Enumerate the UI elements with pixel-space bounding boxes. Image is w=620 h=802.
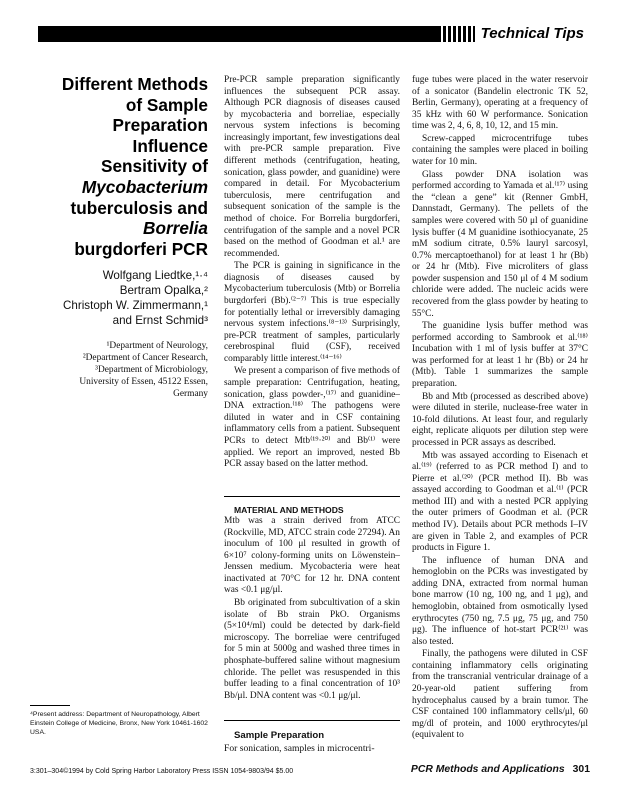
subsection-rule xyxy=(224,720,400,721)
title-line: Preparation xyxy=(112,115,208,136)
footnote: ⁴Present address: Department of Neuropathology, Albert Einstein College of Medicine, Bronx, New York 10461-1602 USA. xyxy=(30,711,208,736)
affiliations xyxy=(30,340,208,400)
paragraph: Finally, the pathogens were diluted in CSF containing inflammatory cells originating from the transcranial ventricular drainage of a 20-year-old patient suffering from hydrocephalus caused by a brain tumor. The CSF contained 100 inflammatory cells/μl, 60 mg/dl of protein, and 1000 erythrocytes/μl (equivalent to xyxy=(412,649,588,741)
title-line: burgdorferi PCR xyxy=(74,238,208,259)
line: ³Department of Microbiology, xyxy=(95,365,208,375)
footnote-rule xyxy=(30,705,70,706)
line: ²Department of Cancer Research, xyxy=(82,353,208,363)
page-number: 301 xyxy=(572,764,590,775)
sample-prep-text: For sonication, samples in microcentri- xyxy=(224,743,375,754)
title-line: Mycobacterium xyxy=(81,176,208,197)
title-line: tuberculosis and xyxy=(70,197,208,218)
paragraph: Pre-PCR sample preparation significantly influences the subsequent PCR assay. Although PCR diagnosis of diseases caused by mycobacteria and borreliae, especially nervous system infections is becoming increasingly important, few investigations deal with pre-PCR sample preparation. Five different methods (centrifugation, heating, sonication, glass powder, and guanidine) were compared in detail. For Mycobacterium tuberculosis, mere centrifugation and subsequent sonication of the sample is the method of choice. For Borrelia burgdorferi, centrifugation of the sample and a novel PCR based on the method of Goodman et al.¹ are recommended. xyxy=(224,75,400,259)
title-line: Influence xyxy=(132,135,208,156)
sample-prep-section xyxy=(224,730,400,755)
paragraph: Mtb was assayed according to Eisenach et al.⁽¹⁹⁾ (referred to as PCR method I) and to Pierre et al.⁽²⁰⁾ (PCR method II). Bb was assayed according to Goodman et al.⁽¹⁾ (PCR method III) and with a nested PCR applying the outer primers of Goodman et al. (PCR method IV). Details about PCR methods I–IV are given in Table 2, and examples of PCR products in Figure 1. xyxy=(412,450,588,554)
line: and Ernst Schmid³ xyxy=(112,314,208,327)
line: Germany xyxy=(173,389,208,399)
title-line: Different Methods xyxy=(61,74,208,94)
materials-heading: MATERIAL AND METHODS xyxy=(234,505,344,515)
title-line: Borrelia xyxy=(143,218,208,239)
line: Christoph W. Zimmermann,¹ xyxy=(63,299,208,312)
title-line: of Sample xyxy=(125,94,208,115)
paragraph: Mtb was a strain derived from ATCC (Rockville, MD, ATCC strain code 27294). An inoculum of 100 μl resulted in growth of 6×10⁷ colony-forming units on Löwenstein–Jenssen medium. Mycobacteria were heat inactivated at 70°C for 12 hr. DNA content was <0.1 μg/μl. xyxy=(224,516,400,596)
line: University of Essen, 45122 Essen, xyxy=(79,377,208,387)
materials-section xyxy=(224,505,400,702)
paragraph: The PCR is gaining in significance in the diagnosis of diseases caused by Mycobacterium tuberculosis (Mtb) or Borrelia burgdorferi (Bb).⁽²⁻⁷⁾ This is true especially for potentially lethal or irreversibly damaging nervous system infections.⁽⁸⁻¹³⁾ Surprisingly, pre-PCR treatment of samples, particularly cerebrospinal fluid (CSF), received comparably little interest.⁽¹⁴⁻¹⁶⁾ xyxy=(224,261,400,364)
author-list xyxy=(30,268,208,328)
copyright-line: 3:301–304©1994 by Cold Spring Harbor Laboratory Press ISSN 1054-9803/94 $5.00 xyxy=(30,768,294,775)
section-rule xyxy=(224,496,400,497)
sample-prep-heading: Sample Preparation xyxy=(234,730,325,741)
paragraph: Screw-capped microcentrifuge tubes containing the samples were placed in boiling water for 10 min. xyxy=(412,133,588,168)
paragraph: Bb and Mtb (processed as described above) were diluted in sterile, nuclease-free water in 10-fold dilutions. At least four, and regularly eight, replicate aliquots per dilution step were processed in PCR assays as described. xyxy=(412,391,588,448)
paragraph: We present a comparison of five methods of sample preparation: Centrifugation, heating, sonication, glass powder-,⁽¹⁷⁾ and guanidine–DNA extraction.⁽¹⁸⁾ The pathogens were diluted in water and in CSF containing inflammatory cells from a patient. Subsequent PCRs to detect Mtb⁽¹⁹·²⁰⁾ and Bb⁽¹⁾ were applied. We report an improved, nested Bb PCR assay based on the latter method. xyxy=(224,366,400,470)
paragraph: The influence of human DNA and hemoglobin on the PCRs was investigated by adding DNA, extracted from normal human bone marrow (10 ng, 100 ng, and 1 μg), and hemoglobin, obtained from osmotically lysed erythrocytes (750 ng, 7.5 μg, 75 μg, and 750 μg). The influence of hot-start PCR⁽²¹⁾ was also tested. xyxy=(412,555,588,647)
section-banner xyxy=(38,26,586,42)
line: Wolfgang Liedtke,¹·⁴ xyxy=(102,269,208,282)
journal-name: PCR Methods and Applications xyxy=(410,764,565,775)
article-title xyxy=(30,74,208,259)
title-line: Sensitivity of xyxy=(101,156,208,177)
paragraph: Bb originated from subcultivation of a skin isolate of Bb strain PkO. Organisms (5×10⁴/ml) could be detected by dark-field microscopy. The borreliae were centrifuged for 5 min at 5000g and washed three times in phosphate-buffered saline without magnesium chloride. The pellet was resuspended in this buffer leading to a final concentration of 10³ Bb/μl. DNA content was <0.1 μg/μl. xyxy=(224,598,400,701)
section-label: Technical Tips xyxy=(475,26,586,42)
column-2-methods xyxy=(412,75,588,742)
paragraph: Glass powder DNA isolation was performed according to Yamada et al.⁽¹⁷⁾ using the “clean a gene” kit (Renner GmbH, Dannstadt, Germany). The pellets of the samples were covered with 50 μl of guanidine lysis buffer (4 M guanidine isothiocyanate, 25 mM sodium citrate, 0.5% lauryl sarcosyl, 0.7% mercaptoethanol) for at least 1 hr (Bb) or 24 hr (Mtb). Five microliters of glass powder suspension and 150 μl of 4 M sodium chloride were added. The nucleic acids were recovered from the glass powder by heating to 55°C. xyxy=(412,169,588,319)
line: Bertram Opalka,² xyxy=(119,284,208,297)
paragraph: The guanidine lysis buffer method was performed according to Sambrook et al.⁽¹⁸⁾ Incubation with 1 ml of lysis buffer at 37°C was performed for at least 1 hr (Bb) or 24 hr (Mtb). Table 1 summarizes the sample preparation. xyxy=(412,321,588,390)
paragraph: fuge tubes were placed in the water reservoir of a sonicator (Bandelin electronic TK 52, Berlin, Germany), operating at a frequency of 35 kHz with 60 W performance. Sonication time was 2, 4, 6, 8, 10, 12, and 15 min. xyxy=(412,75,588,132)
column-1-abstract xyxy=(224,75,400,471)
journal-footer xyxy=(411,764,590,776)
line: ¹Department of Neurology, xyxy=(106,341,208,351)
